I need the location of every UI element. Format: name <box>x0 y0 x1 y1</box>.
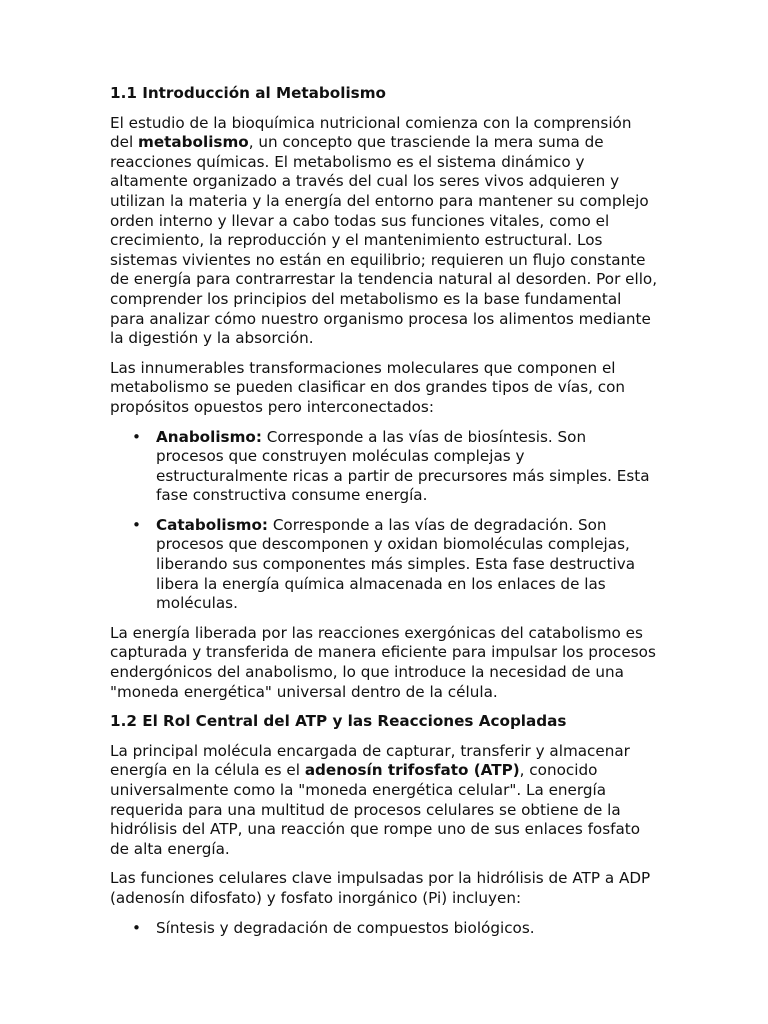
paragraph-text: , conocido universalmente como la "moneda energética celular". La energía requerida para una multitud de procesos celulares se obtiene de la hidrólisis del ATP, una reacción que rompe uno de sus enlaces fosfato de alta energía. <box>110 761 641 858</box>
bold-term: adenosín trifosfato (ATP) <box>304 761 520 780</box>
bullet-icon: • <box>132 427 141 446</box>
list-item <box>132 427 658 506</box>
list-item-text: Síntesis y degradación de compuestos biológicos. <box>156 918 535 937</box>
list-item <box>132 918 658 939</box>
bold-term: Anabolismo: <box>156 427 262 446</box>
list-item-text: Corresponde a las vías de biosíntesis. Son procesos que construyen moléculas complejas y estructuralmente ricas a partir de precursores más simples. Esta fase constructiva consume energía. <box>156 427 650 505</box>
paragraph-text: El estudio de la bioquímica nutricional comienza con la comprensión del <box>110 113 632 152</box>
paragraph <box>110 742 658 860</box>
list-item-text: Corresponde a las vías de degradación. Son procesos que descomponen y oxidan biomoléculas complejas, liberando sus componentes más simples. Esta fase destructiva libera la energía química almacenada en los enlaces de las moléculas. <box>156 515 636 613</box>
paragraph: Las funciones celulares clave impulsadas por la hidrólisis de ATP a ADP (adenosín difosfato) y fosfato inorgánico (Pi) incluyen: <box>110 869 651 907</box>
bold-term: Catabolismo: <box>156 515 268 534</box>
bullet-icon: • <box>132 918 141 937</box>
bullet-list <box>110 919 658 939</box>
paragraph-text: , un concepto que trasciende la mera suma de reacciones químicas. El metabolismo es el sistema dinámico y altamente organizado a través del cual los seres vivos adquieren y utilizan la materia y la energía del entorno para mantener su complejo orden interno y llevar a cabo todas sus funciones vitales, como el crecimiento, la reproducción y el mantenimiento estructural. Los sistemas vivientes no están en equilibrio; requieren un flujo constante de energía para contrarrestar la tendencia natural al desorden. Por ello, comprender los principios del metabolismo es la base fundamental para analizar cómo nuestro organismo procesa los alimentos mediante la digestión y la absorción. <box>110 133 658 348</box>
section-heading-2: 1.2 El Rol Central del ATP y las Reacciones Acopladas <box>110 712 567 731</box>
section-heading-1: 1.1 Introducción al Metabolismo <box>110 84 386 102</box>
paragraph: La energía liberada por las reacciones exergónicas del catabolismo es capturada y transferida de manera eficiente para impulsar los procesos endergónicos del anabolismo, lo que introduce la necesidad de una "moneda energética" universal dentro de la célula. <box>110 623 656 701</box>
paragraph: Las innumerables transformaciones moleculares que componen el metabolismo se pueden clasificar en dos grandes tipos de vías, con propósitos opuestos pero interconectados: <box>110 358 626 416</box>
paragraph-text: La principal molécula encargada de capturar, transferir y almacenar energía en la célula es el <box>110 741 630 780</box>
list-item <box>132 515 658 614</box>
bullet-icon: • <box>132 515 141 534</box>
bullet-list <box>110 428 658 614</box>
paragraph <box>110 114 658 349</box>
bold-term: metabolismo <box>138 133 249 152</box>
